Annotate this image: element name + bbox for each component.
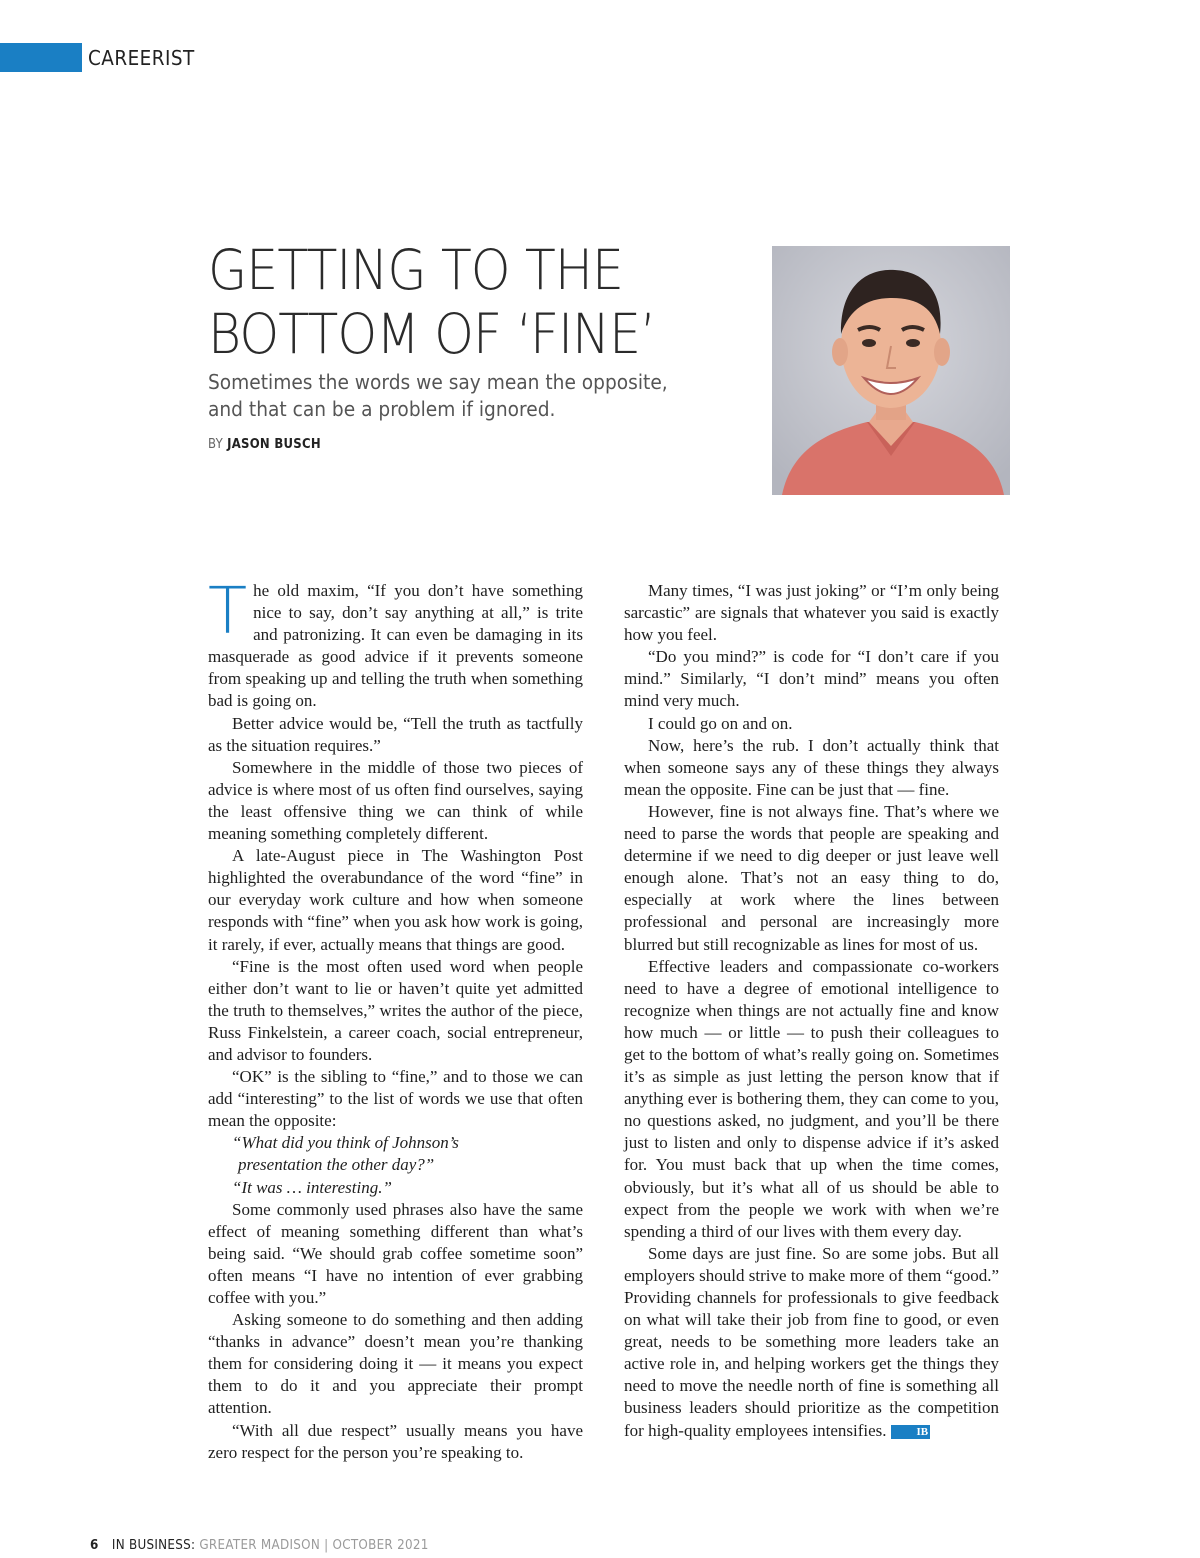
paragraph: Better advice would be, “Tell the truth as tactfully as the situation requires.”: [208, 713, 583, 755]
byline-prefix: BY: [208, 437, 224, 452]
paragraph: Somewhere in the middle of those two pieces of advice is where most of us often find ourselves, saying the least offensive thing we can think of while meaning something completely different.: [208, 757, 583, 844]
paragraph: “OK” is the sibling to “fine,” and to those we can add “interesting” to the list of words we use that often mean the opposite:: [208, 1067, 583, 1131]
paragraph: “Fine is the most often used word when people either don’t want to lie or haven’t quite yet admitted the truth to themselves,” writes the author of the piece, Russ Finkelstein, a career coach, social entrepreneur, and advisor to founders.: [208, 956, 583, 1064]
paragraph: “With all due respect” usually means you have zero respect for the person you’re speaking to.: [208, 1420, 583, 1462]
paragraph: I could go on and on.: [648, 713, 793, 733]
page-number: 6: [90, 1538, 99, 1553]
paragraph: Now, here’s the rub. I don’t actually think that when someone says any of these things they always mean the opposite. Fine can be just that — fine.: [624, 735, 999, 799]
publication-name: IN BUSINESS:: [111, 1538, 196, 1553]
paragraph: However, fine is not always fine. That’s where we need to parse the words that people are speaking and determine if we need to dig deeper or just leave well enough alone. That’s not an easy thing to do, especially at work where the lines between professional and personal are increasingly more blurred but still recognizable as lines for most of us.: [624, 801, 999, 954]
paragraph-text: he old maxim, “If you don’t have something nice to say, don’t say anything at all,” is trite and patronizing. It can even be damaging in its masquerade as good advice if it prevents someone from speaking up and telling the truth when something bad is going on.: [208, 581, 583, 711]
article-column-left: [208, 575, 583, 1464]
article-headline: [208, 238, 723, 366]
section-color-bar: [0, 43, 82, 72]
paragraph: [624, 1243, 999, 1442]
headline-line-2: BOTTOM OF ‘FINE’: [208, 302, 656, 366]
deck-line-1: Sometimes the words we say mean the opposite,: [208, 370, 668, 394]
author-photo: [772, 246, 1010, 495]
paragraph: Asking someone to do something and then adding “thanks in advance” doesn’t mean you’re thanking them for considering doing it — it means you expect them to do it and you appreciate their prompt attention.: [208, 1310, 583, 1418]
author-name: JASON BUSCH: [227, 437, 321, 452]
end-mark-icon: IB: [891, 1425, 931, 1439]
section-label: CAREERIST: [88, 46, 195, 70]
article-deck: [208, 369, 692, 423]
article-column-right: [624, 580, 999, 1442]
paragraph: [208, 575, 583, 713]
quote-line: “It was … interesting.”: [232, 1177, 392, 1197]
byline: [208, 437, 321, 452]
quote-line: presentation the other day?”: [238, 1155, 435, 1175]
paragraph: Many times, “I was just joking” or “I’m only being sarcastic” are signals that whatever you said is exactly how you feel.: [624, 581, 999, 645]
edition-info: GREATER MADISON | OCTOBER 2021: [199, 1538, 429, 1553]
paragraph: A late-August piece in The Washington Post highlighted the overabundance of the word “fine” in our everyday work culture and how when someone responds with “fine” when you ask how work is going, it rarely, if ever, actually means that things are good.: [208, 846, 583, 954]
headline-line-1: GETTING TO THE: [208, 238, 624, 302]
paragraph: Effective leaders and compassionate co-workers need to have a degree of emotional intelligence to recognize when things are not actually fine and know how much — or little — to push their colleagues to get to the bottom of what’s really going on. Sometimes it’s as simple as just letting the person know that if anything ever is bothering them, they can come to you, no questions asked, no judgment, and you’ll be there just to listen and only to dispense advice if it’s asked for. You must back that up when the time comes, obviously, but it’s what all of us should be able to expect from the people we work with when we’re spending a third of our lives with them every day.: [624, 956, 999, 1241]
quote-line: “What did you think of Johnson’s: [232, 1133, 459, 1153]
author-portrait-illustration: [772, 246, 1010, 495]
page-footer: [90, 1537, 429, 1555]
paragraph-text: Some days are just fine. So are some jobs. But all employers should strive to make more of them “good.” Providing channels for professionals to give feedback on what will take their job from fine to good, or even great, needs to be something more leaders take an active role in, and helping workers get the things they need to move the needle north of fine is something all business leaders should prioritize as the competition for high-quality employees intensifies.: [624, 1243, 999, 1440]
paragraph: “Do you mind?” is code for “I don’t care if you mind.” Similarly, “I don’t mind” means you often mind very much.: [624, 647, 999, 711]
paragraph: Some commonly used phrases also have the same effect of meaning something different than what’s being said. “We should grab coffee sometime soon” often means “I have no intention of ever grabbing coffee with you.”: [208, 1199, 583, 1307]
deck-line-2: and that can be a problem if ignored.: [208, 397, 556, 421]
drop-cap: T: [208, 575, 248, 649]
article-body: [208, 575, 1008, 1480]
